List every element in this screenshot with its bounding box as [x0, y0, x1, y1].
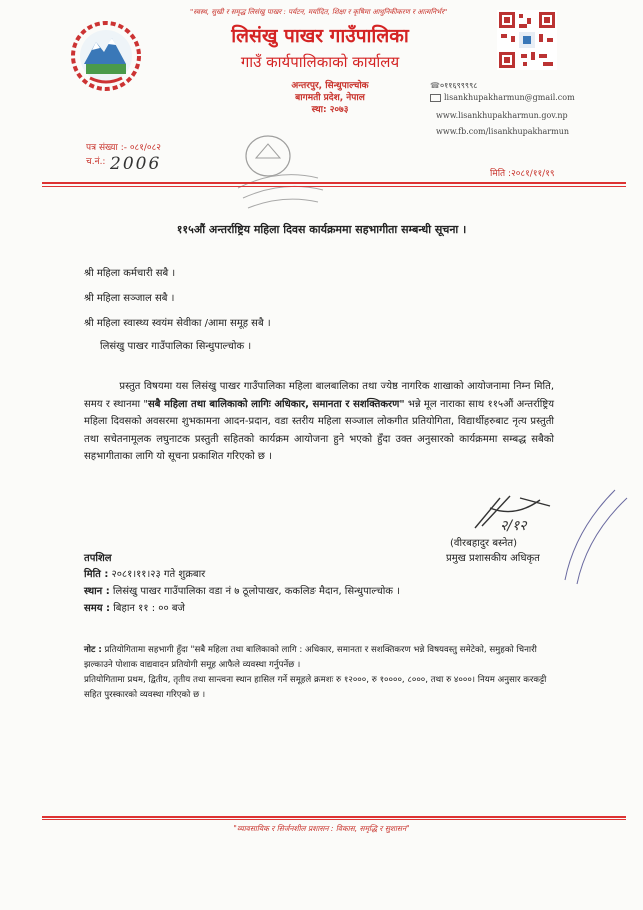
- contact-email: lisankhupakharmun@gmail.com: [430, 93, 575, 102]
- qr-code-icon: [497, 10, 557, 70]
- letter-note: नोट : प्रतियोगितामा सहभागी हुँदा "सबै महिला तथा बालिकाको लागि : अधिकार, समानता र सशक्तिकरण भन्ने विषयवस्तु समेटेको, समुहको चिनारी झल्काउने पोशाक वाद्यवादन प्रतियोगी समूह आफैले व्यवस्था गर्नुपर्नेछ । प्रतियोगितामा प्रथम, द्वितीय, तृतीय तथा सान्त्वना स्थान हासिल गर्ने समूहले क्रमशः रु १२०००, रु १००००, ८०००, तथा रु ४०००। नियम अनुसार करकट्टी सहित पुरस्कारको व्यवस्था गरिएको छ ।: [84, 645, 547, 700]
- address-line-1: अन्तरपुर, सिन्धुपाल्चोक: [291, 81, 369, 91]
- handwritten-signature: [470, 488, 560, 538]
- patra-sankhya: पत्र संख्या :- ०८१/०८२: [86, 143, 161, 153]
- chalani-label: च.नं.:: [86, 157, 106, 167]
- chalani-number: 2006: [110, 154, 162, 174]
- established-year: स्था: २०७३: [311, 105, 349, 115]
- signatory-designation: प्रमुख प्रशासकीय अधिकृत: [446, 553, 540, 564]
- office-name: गाउँ कार्यपालिकाको कार्यालय: [240, 53, 400, 71]
- phone-icon: ☎: [430, 81, 440, 90]
- email-icon: [430, 94, 441, 102]
- signatory-stamp: [555, 480, 635, 590]
- nepal-emblem-logo: [64, 20, 148, 92]
- letter-date: मिति :२०८१/११/१९: [490, 169, 555, 179]
- letter-subject: ११५औं अन्तर्राष्ट्रिय महिला दिवस कार्यक्रममा सहभागीता सम्बन्धी सूचना ।: [176, 223, 467, 236]
- event-place: स्थान : लिसंखु पाखर गाउँपालिका वडा नं ७ ठूलोपाखर, ककलिङ मैदान, सिन्धुपाल्चोक ।: [84, 586, 400, 597]
- event-date: मिति : २०८१।११।२३ गते शुक्रबार: [84, 569, 206, 580]
- header-divider: [42, 182, 626, 184]
- header-motto: "स्वस्थ, सुखी र समृद्ध लिसंखु पाखर : पर्यटन, मर्यादित, शिक्षा र कृषिमा आधुनिकीकरण र आत्मनिर्भर": [190, 8, 448, 16]
- footer-divider-thin: [42, 819, 626, 820]
- office-stamp: [218, 118, 338, 218]
- addressee-4: लिसंखु पाखर गाउँपालिका सिन्धुपाल्चोक ।: [100, 341, 252, 352]
- org-name: लिसंखु पाखर गाउँपालिका: [231, 25, 409, 47]
- tapasil-heading: तपशिल: [84, 553, 112, 564]
- signatory-name: (वीरबहादुर बस्नेत): [450, 538, 518, 549]
- svg-text:२/१२: २/१२: [500, 518, 527, 534]
- contact-facebook: www.fb.com/lisankhupakharmun: [436, 127, 570, 136]
- addressee-1: श्री महिला कर्मचारी सबै ।: [84, 268, 176, 279]
- footer-divider: [42, 816, 626, 818]
- letter-body: प्रस्तुत विषयमा यस लिसंखु पाखर गाउँपालिका महिला बालबालिका तथा ज्येष्ठ नागरिक शाखाको आयोजनामा निम्न मिति, समय र स्थानमा "सबै महिला तथा बालिकाको लागिः अधिकार, समानता र सशक्तिकरण" भन्ने मूल नाराका साथ ११५औं अन्तर्राष्ट्रिय महिला दिवसको अवसरमा शुभकामना आदन-प्रदान, वडा स्तरीय महिला सञ्जाल लोकगीत प्रतियोगिता, विद्यार्थीहरुबाट नृत्य प्रस्तुती तथा सचेतनामूलक लघुनाटक प्रस्तुती सहितको कार्यक्रम आयोजना हुने भएको हुँदा उक्त अनुसारको कार्यक्रममा सम्बद्ध सबैको सहभागीताका लागि यो सूचना प्रकाशित गरिएको छ ।: [84, 381, 554, 462]
- addressee-3: श्री महिला स्वास्थ्य स्वयंम सेवीका /आमा समूह सबै ।: [84, 318, 271, 329]
- contact-phone: ☎०११६९९९९८: [430, 81, 478, 90]
- header-divider-thin: [42, 186, 626, 187]
- addressee-2: श्री महिला सञ्जाल सबै ।: [84, 293, 175, 304]
- event-time: समय : बिहान ११ : ०० बजे: [84, 603, 185, 614]
- address-line-2: बागमती प्रदेश, नेपाल: [295, 93, 365, 103]
- footer-slogan: "व्यावसायिक र सिर्जनशील प्रशासन : विकास, समृद्धि र सुशासन": [233, 824, 410, 833]
- contact-website: www.lisankhupakharmun.gov.np: [436, 111, 568, 120]
